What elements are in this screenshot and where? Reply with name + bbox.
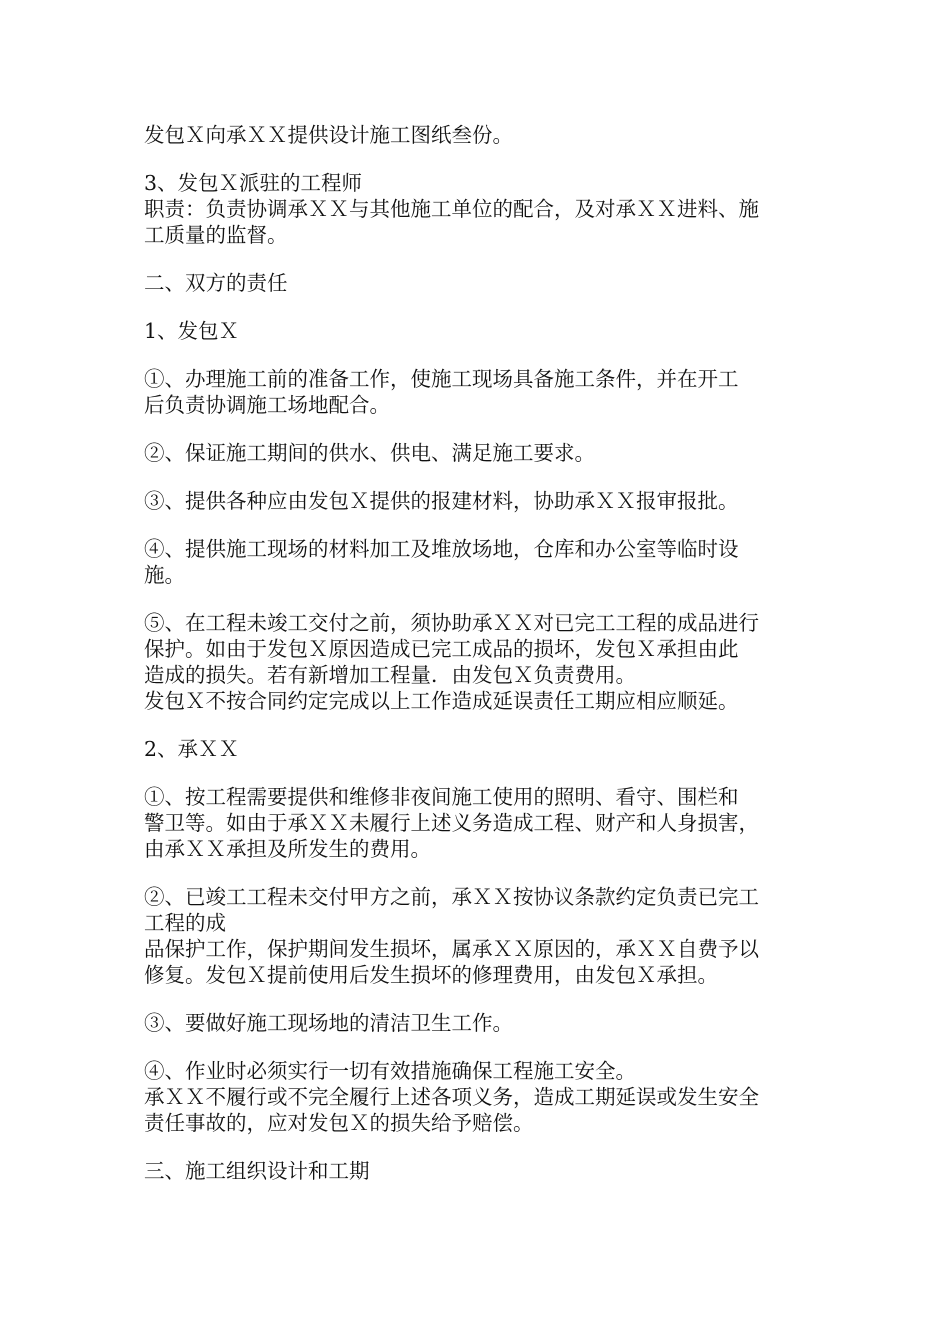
text-line: ①、按工程需要提供和维修非夜间施工使用的照明、看守、围栏和 <box>144 785 739 809</box>
text-line: 3、发包Ｘ派驻的工程师 <box>144 171 363 195</box>
text-line: 由承ＸＸ承担及所发生的费用。 <box>144 837 431 861</box>
text-line: ③、提供各种应由发包Ｘ提供的报建材料，协助承ＸＸ报审报批。 <box>144 489 739 513</box>
paragraph <box>144 488 814 514</box>
text-line: 工程的成 <box>144 911 226 935</box>
paragraph <box>144 170 814 248</box>
paragraph <box>144 784 814 862</box>
text-line: ⑤、在工程未竣工交付之前，须协助承ＸＸ对已完工工程的成品进行 <box>144 611 759 635</box>
paragraph <box>144 122 814 148</box>
text-line: 造成的损失。若有新增加工程量．由发包Ｘ负责费用。 <box>144 663 636 687</box>
paragraph <box>144 270 814 296</box>
text-line: 后负责协调施工场地配合。 <box>144 393 390 417</box>
text-line: 品保护工作，保护期间发生损坏，属承ＸＸ原因的，承ＸＸ自费予以 <box>144 937 759 961</box>
text-line: 职责：负责协调承ＸＸ与其他施工单位的配合，及对承ＸＸ进料、施 <box>144 197 759 221</box>
text-line: 发包Ｘ向承ＸＸ提供设计施工图纸叁份。 <box>144 123 513 147</box>
text-line: ②、保证施工期间的供水、供电、满足施工要求。 <box>144 441 595 465</box>
text-line: 二、双方的责任 <box>144 271 288 295</box>
text-line: ①、办理施工前的准备工作，使施工现场具备施工条件，并在开工 <box>144 367 739 391</box>
text-line: 1、发包Ｘ <box>144 319 240 343</box>
paragraph <box>144 366 814 418</box>
paragraph <box>144 1010 814 1036</box>
text-line: 警卫等。如由于承ＸＸ未履行上述义务造成工程、财产和人身损害， <box>144 811 759 835</box>
paragraph <box>144 610 814 714</box>
paragraph <box>144 884 814 988</box>
paragraph <box>144 440 814 466</box>
document-body <box>144 122 814 1206</box>
text-line: ③、要做好施工现场地的清洁卫生工作。 <box>144 1011 513 1035</box>
paragraph <box>144 1058 814 1136</box>
text-line: 发包Ｘ不按合同约定完成以上工作造成延误责任工期应相应顺延。 <box>144 689 739 713</box>
text-line: 保护。如由于发包Ｘ原因造成已完工成品的损坏，发包Ｘ承担由此 <box>144 637 739 661</box>
text-line: 三、施工组织设计和工期 <box>144 1159 370 1183</box>
paragraph <box>144 318 814 344</box>
text-line: ④、提供施工现场的材料加工及堆放场地，仓库和办公室等临时设 <box>144 537 739 561</box>
text-line: 施。 <box>144 563 185 587</box>
text-line: ④、作业时必须实行一切有效措施确保工程施工安全。 <box>144 1059 636 1083</box>
text-line: ②、已竣工工程未交付甲方之前，承ＸＸ按协议条款约定负责已完工 <box>144 885 759 909</box>
text-line: 工质量的监督。 <box>144 223 288 247</box>
text-line: 2、承ＸＸ <box>144 737 240 761</box>
text-line: 承ＸＸ不履行或不完全履行上述各项义务，造成工期延误或发生安全 <box>144 1085 759 1109</box>
text-line: 责任事故的，应对发包Ｘ的损失给予赔偿。 <box>144 1111 534 1135</box>
paragraph <box>144 736 814 762</box>
paragraph <box>144 536 814 588</box>
text-line: 修复。发包Ｘ提前使用后发生损坏的修理费用，由发包Ｘ承担。 <box>144 963 718 987</box>
paragraph <box>144 1158 814 1184</box>
